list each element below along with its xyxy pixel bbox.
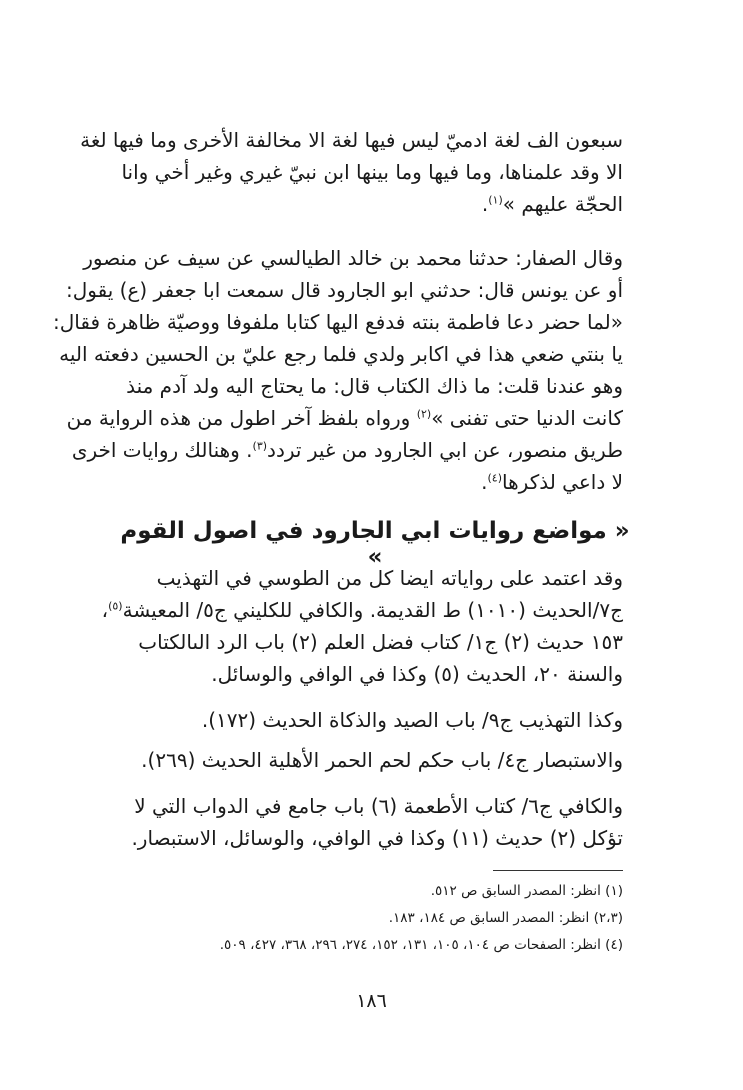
text-line: لا داعي لذكرها$^{(٤)}$.: [481, 470, 623, 494]
text-line: ج٧/الحديث (١٠١٠) ط القديمة. والكافي للكليني ج٥/ المعيشة$^{(٥)}$،: [101, 598, 623, 622]
footnote-ref: (٣): [252, 439, 268, 453]
text-line: «لما حضر دعا فاطمة بنته فدفع اليها كتابا ملفوفا ووصيّة ظاهرة فقال:: [53, 310, 623, 334]
paragraph-6: [113, 790, 623, 854]
text-line: وكذا التهذيب ج٩/ باب الصيد والذكاة الحديث (١٧٢).: [201, 708, 623, 732]
paragraph-5: [113, 744, 623, 776]
footnotes: [103, 878, 623, 959]
footnote: (٢،٣) انظر: المصدر السابق ص ١٨٤، ١٨٣.: [388, 910, 623, 926]
text-line: والاستبصار ج٤/ باب حكم لحم الحمر الأهلية الحديث (٢٦٩).: [141, 748, 623, 772]
text-line: ١٥٣ حديث (٢) ج١/ كتاب فضل العلم (٢) باب الرد الىالكتاب: [138, 630, 623, 654]
text-line: تؤكل (٢) حديث (١١) وكذا في الوافي، والوسائل، الاستبصار.: [131, 826, 623, 850]
text-line: طريق منصور، عن ابي الجارود من غير تردد$^{(٣)}$. وهنالك روايات اخرى: [71, 438, 623, 462]
paragraph-3: [101, 562, 623, 690]
text-line: وقال الصفار: حدثنا محمد بن خالد الطيالسي عن سيف عن منصور: [83, 246, 623, 270]
paragraph-1: [80, 124, 623, 220]
text-line: والكافي ج٦/ كتاب الأطعمة (٦) باب جامع في الدواب التي لا: [134, 794, 623, 818]
text-line: وهو عندنا قلت: ما ذاك الكتاب قال: ما يحتاج اليه ولد آدم منذ: [126, 374, 623, 398]
text-line: أو عن يونس قال: حدثني ابو الجارود قال سمعت ابا جعفر (ع) يقول:: [65, 278, 623, 302]
footnote-ref: (٤): [487, 471, 503, 485]
text-line: يا بنتي ضعي هذا في اكابر ولدي فلما رجع عليّ بن الحسين دفعته اليه: [59, 342, 623, 366]
paragraph-2: [53, 242, 623, 498]
paragraph-4: [113, 704, 623, 736]
text-line: سبعون الف لغة ادميّ ليس فيها لغة الا مخالفة الأخرى وما فيها لغة: [80, 128, 623, 152]
footnote: (١) انظر: المصدر السابق ص ٥١٢.: [430, 883, 623, 899]
section-heading: « مواضع روايات ابي الجارود في اصول القوم »: [120, 518, 630, 570]
text-line: الحجّة عليهم »$^{(١)}$.: [481, 192, 623, 216]
footnote-ref: (٥): [108, 599, 123, 613]
page-number: ١٨٦: [356, 990, 387, 1012]
text-line: وقد اعتمد على رواياته ايضا كل من الطوسي في التهذيب: [156, 566, 623, 590]
text-line: والسنة ٢٠، الحديث (٥) وكذا في الوافي والوسائل.: [211, 662, 623, 686]
footnote-ref: (٢): [416, 407, 432, 421]
text-line: كانت الدنيا حتى تفنى »$^{(٢)}$ ورواه بلفظ آخر اطول من هذه الرواية من: [66, 406, 623, 430]
footnote-divider: [493, 870, 623, 871]
footnote-ref: (١): [488, 193, 503, 207]
footnote: (٤) انظر: الصفحات ص ١٠٤، ١٠٥، ١٣١، ١٥٢، ٢٧٤، ٢٩٦، ٣٦٨، ٤٢٧، ٥٠٩.: [219, 937, 623, 953]
text-line: الا وقد علمناها، وما فيها وما بينها ابن نبيّ غيري وغير أخي وانا: [121, 160, 623, 184]
